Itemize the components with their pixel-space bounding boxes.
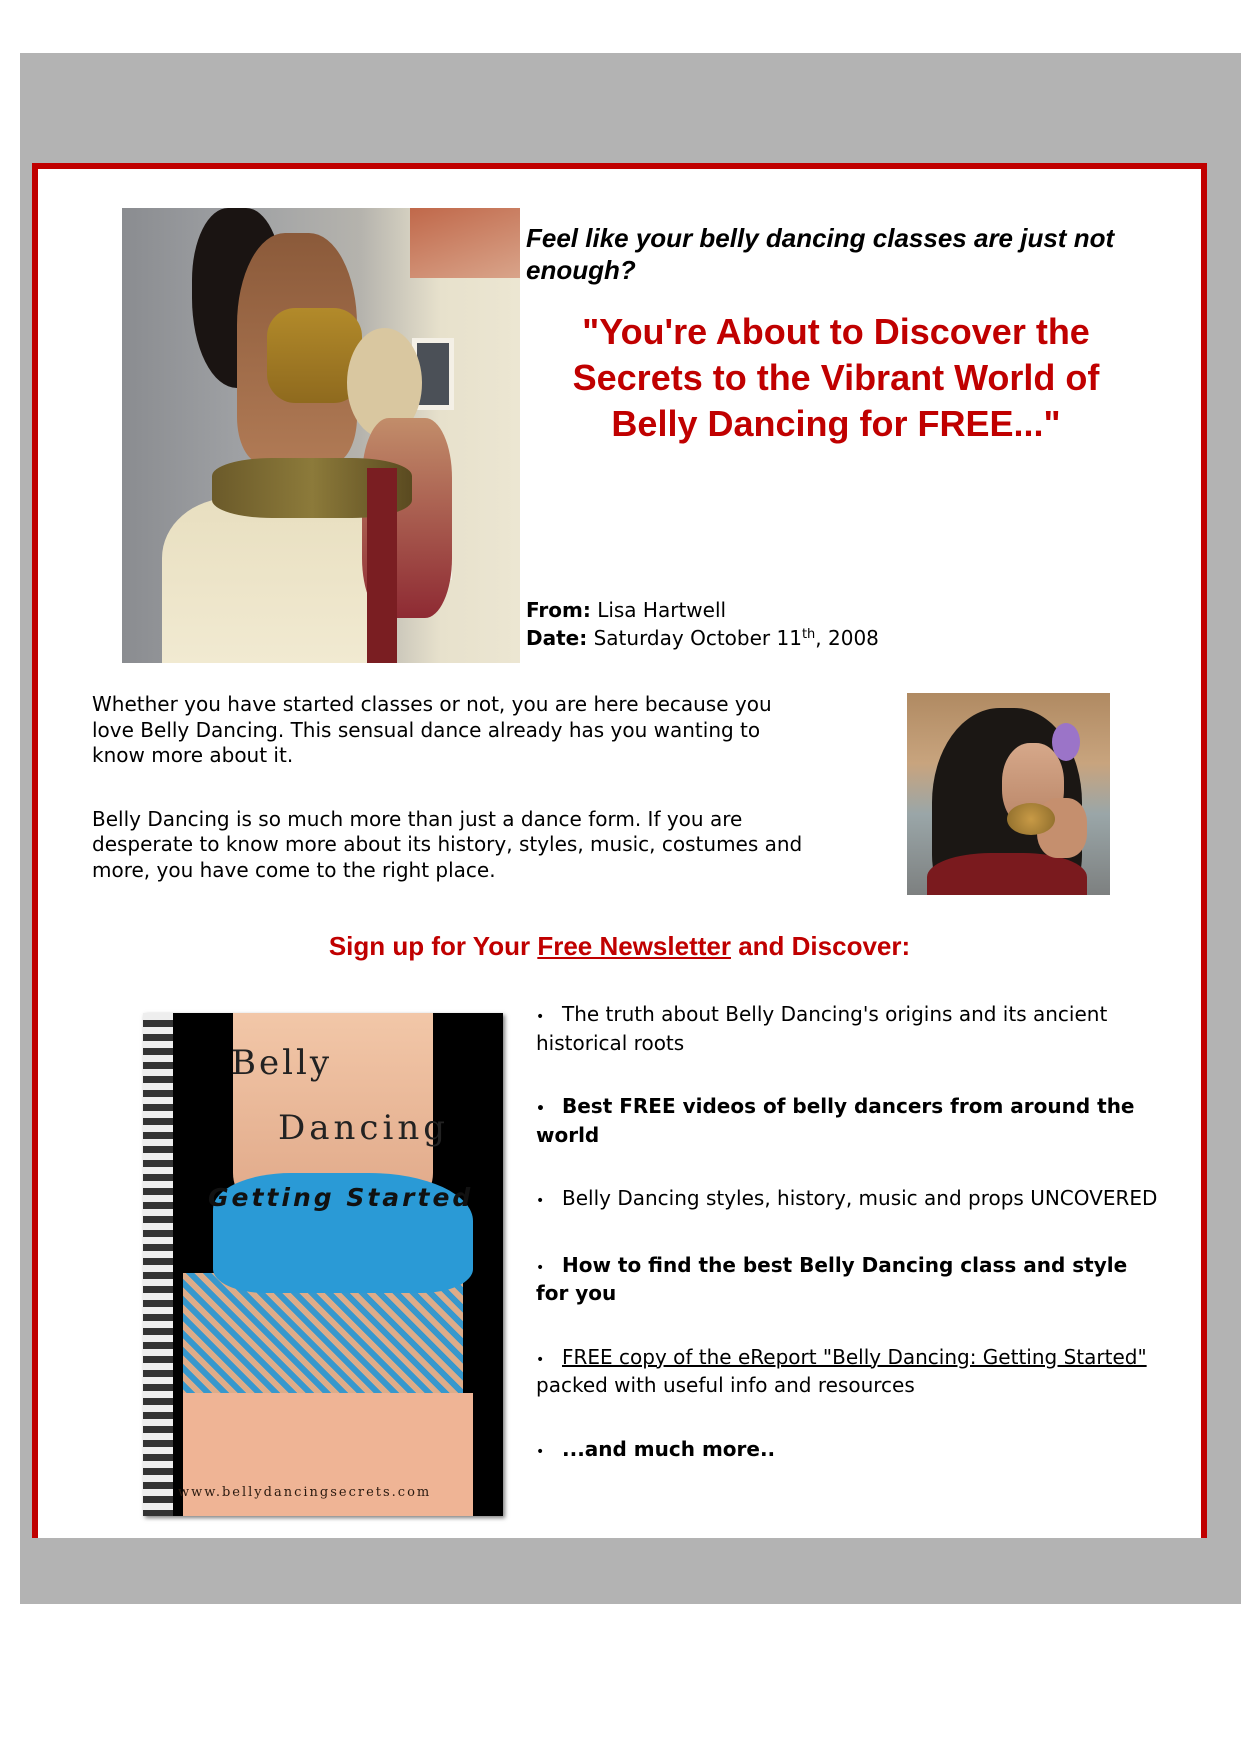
tagline: Feel like your belly dancing classes are just not enough? bbox=[526, 223, 1115, 285]
headline: "You're About to Discover the Secrets to the Vibrant World of Belly Dancing for FREE..." bbox=[572, 311, 1100, 444]
cover-url: www.bellydancingsecrets.com bbox=[178, 1485, 432, 1500]
date-year: , 2008 bbox=[815, 626, 879, 650]
ebook-cover bbox=[143, 1013, 503, 1516]
date-line bbox=[526, 624, 879, 652]
list-item: • Belly Dancing styles, history, music and props UNCOVERED bbox=[536, 1186, 1166, 1215]
benefits-list bbox=[536, 1002, 1166, 1503]
intro-text bbox=[92, 692, 812, 921]
spiral-binding bbox=[143, 1013, 173, 1516]
bullet-icon: • bbox=[536, 1259, 545, 1276]
ereport-link[interactable]: FREE copy of the eReport "Belly Dancing: Getting Started" bbox=[562, 1344, 1147, 1369]
date-value: Saturday October 11 bbox=[593, 626, 802, 650]
bullet-icon: • bbox=[536, 1443, 545, 1460]
list-item: • FREE copy of the eReport "Belly Dancing: Getting Started" packed with useful info and resources bbox=[536, 1344, 1147, 1397]
author-photo bbox=[907, 693, 1110, 895]
from-line bbox=[526, 596, 879, 624]
hero-photo bbox=[122, 208, 520, 663]
from-label: From: bbox=[526, 598, 591, 622]
signup-heading: Sign up for Your Free Newsletter and Discover: bbox=[328, 931, 911, 961]
date-suffix: th bbox=[801, 627, 816, 642]
list-item: • ...and much more.. bbox=[536, 1437, 1166, 1466]
bullet-icon: • bbox=[536, 1193, 545, 1209]
cover-subtitle: Getting Started bbox=[208, 1183, 474, 1212]
cover-title: Belly bbox=[231, 1043, 333, 1083]
bullet-icon: • bbox=[536, 1101, 545, 1117]
intro-paragraph: Belly Dancing is so much more than just a dance form. If you are desperate to know more about its history, styles, music, costumes and more, you have come to the right place. bbox=[92, 806, 803, 882]
newsletter-link[interactable]: Free Newsletter bbox=[537, 931, 731, 961]
letter-meta bbox=[526, 596, 879, 652]
date-label: Date: bbox=[526, 626, 588, 650]
bullet-icon: • bbox=[536, 1009, 545, 1025]
list-item: • Best FREE videos of belly dancers from around the world bbox=[536, 1094, 1135, 1147]
content-frame bbox=[32, 163, 1207, 1538]
list-item: • How to find the best Belly Dancing class and style for you bbox=[536, 1252, 1128, 1305]
intro-paragraph: Whether you have started classes or not, you are here because you love Belly Dancing. This sensual dance already has you wanting to know more about it. bbox=[92, 692, 772, 767]
list-item: • The truth about Belly Dancing's origins and its ancient historical roots bbox=[536, 1002, 1108, 1055]
bullet-icon: • bbox=[536, 1351, 545, 1368]
cover-title: Dancing bbox=[278, 1108, 450, 1148]
from-value: Lisa Hartwell bbox=[597, 598, 727, 622]
